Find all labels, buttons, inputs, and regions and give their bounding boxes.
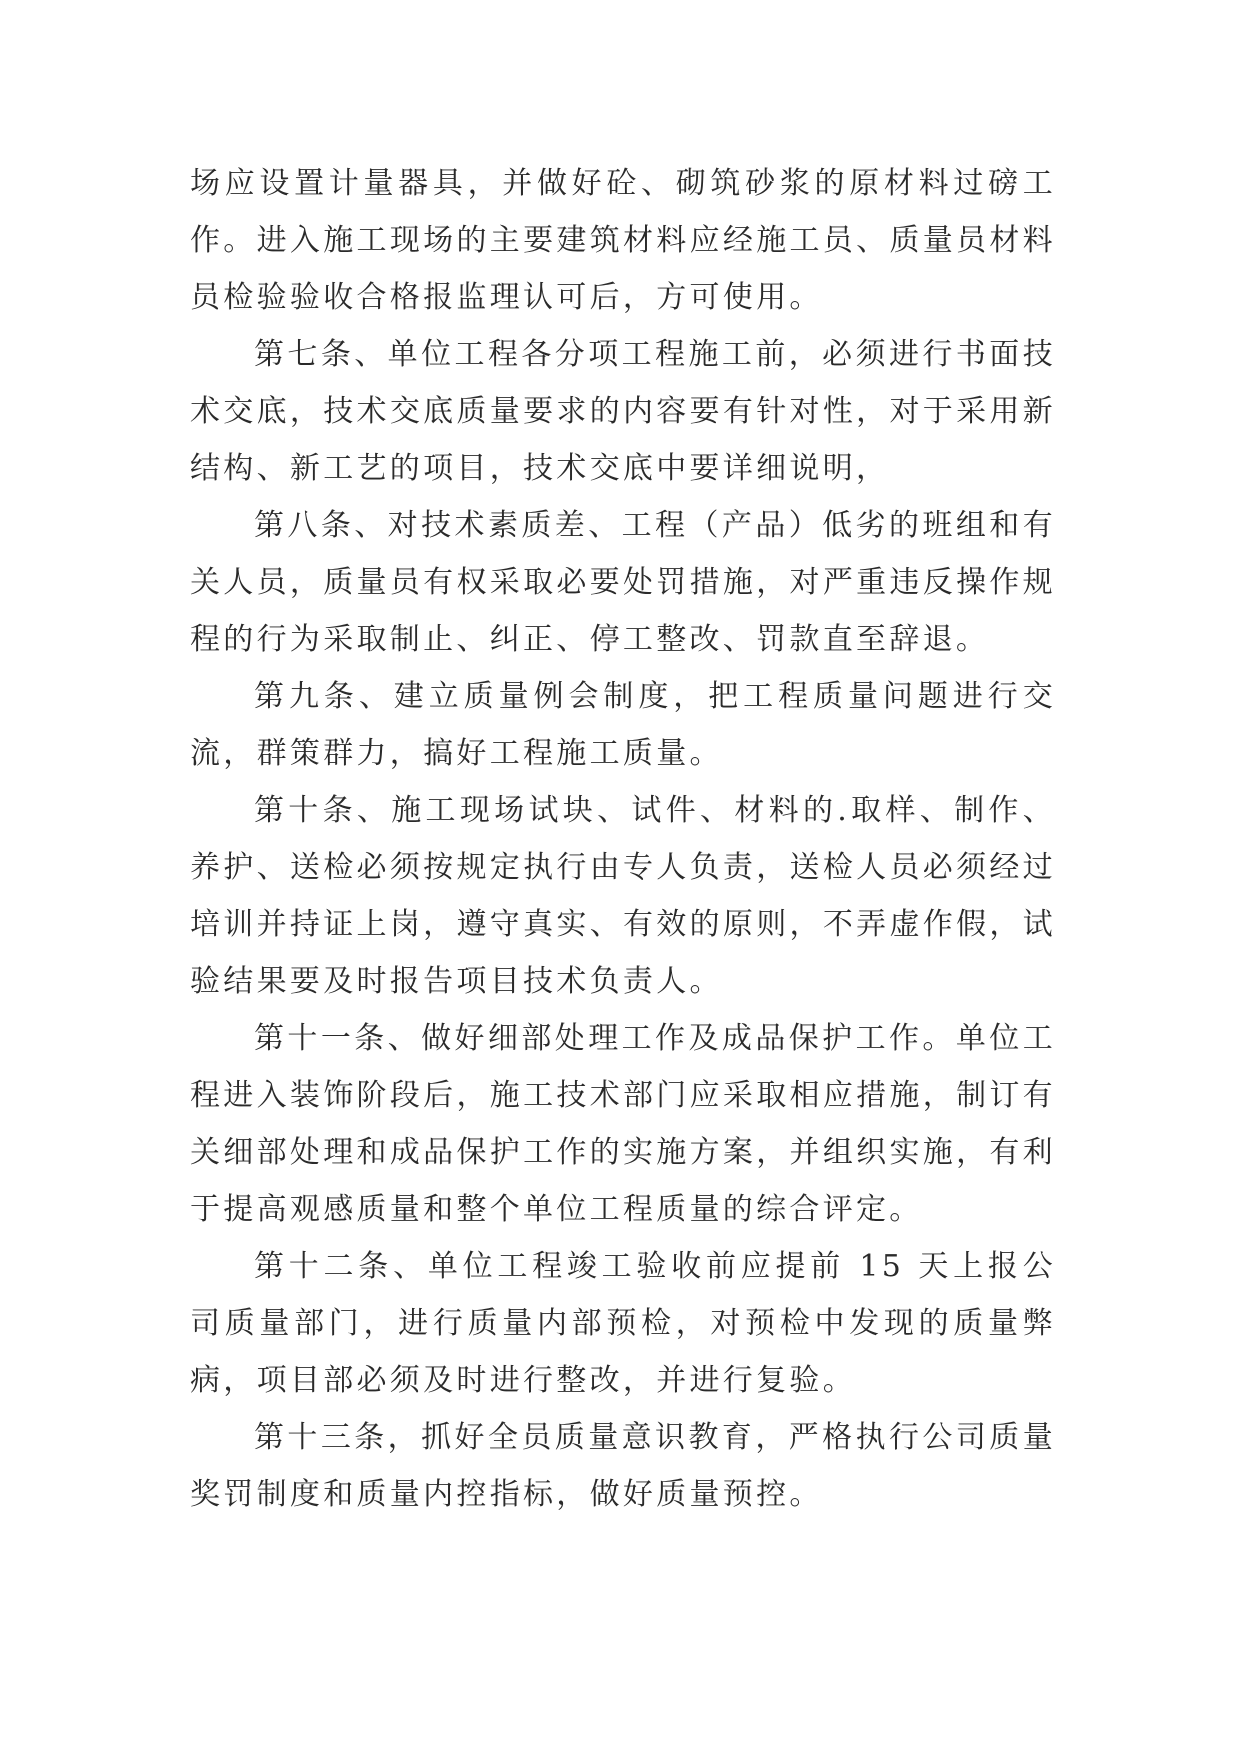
paragraph-material-inspection: 场应设置计量器具，并做好砼、砌筑砂浆的原材料过磅工作。进入施工现场的主要建筑材料应经施工员、质量员材料员检验验收合格报监理认可后，方可使用。	[190, 166, 1056, 315]
paragraph-article-9: 第九条、建立质量例会制度，把工程质量问题进行交流，群策群力，搞好工程施工质量。	[190, 679, 1056, 771]
paragraph-article-13: 第十三条，抓好全员质量意识教育，严格执行公司质量奖罚制度和质量内控指标，做好质量预控。	[190, 1420, 1056, 1512]
paragraph-article-12: 第十二条、单位工程竣工验收前应提前 15 天上报公司质量部门，进行质量内部预检，对预检中发现的质量弊病，项目部必须及时进行整改，并进行复验。	[190, 1249, 1056, 1398]
paragraph-article-7: 第七条、单位工程各分项工程施工前，必须进行书面技术交底，技术交底质量要求的内容要有针对性，对于采用新结构、新工艺的项目，技术交底中要详细说明，	[190, 337, 1056, 486]
paragraph-article-11: 第十一条、做好细部处理工作及成品保护工作。单位工程进入装饰阶段后，施工技术部门应采取相应措施，制订有关细部处理和成品保护工作的实施方案，并组织实施，有利于提高观感质量和整个单位工程质量的综合评定。	[190, 1021, 1056, 1227]
document-body	[190, 155, 1056, 1523]
paragraph-article-10: 第十条、施工现场试块、试件、材料的.取样、制作、养护、送检必须按规定执行由专人负责，送检人员必须经过培训并持证上岗，遵守真实、有效的原则，不弄虚作假，试验结果要及时报告项目技术负责人。	[190, 793, 1056, 999]
paragraph-article-8: 第八条、对技术素质差、工程（产品）低劣的班组和有关人员，质量员有权采取必要处罚措施，对严重违反操作规程的行为采取制止、纠正、停工整改、罚款直至辞退。	[190, 508, 1056, 657]
